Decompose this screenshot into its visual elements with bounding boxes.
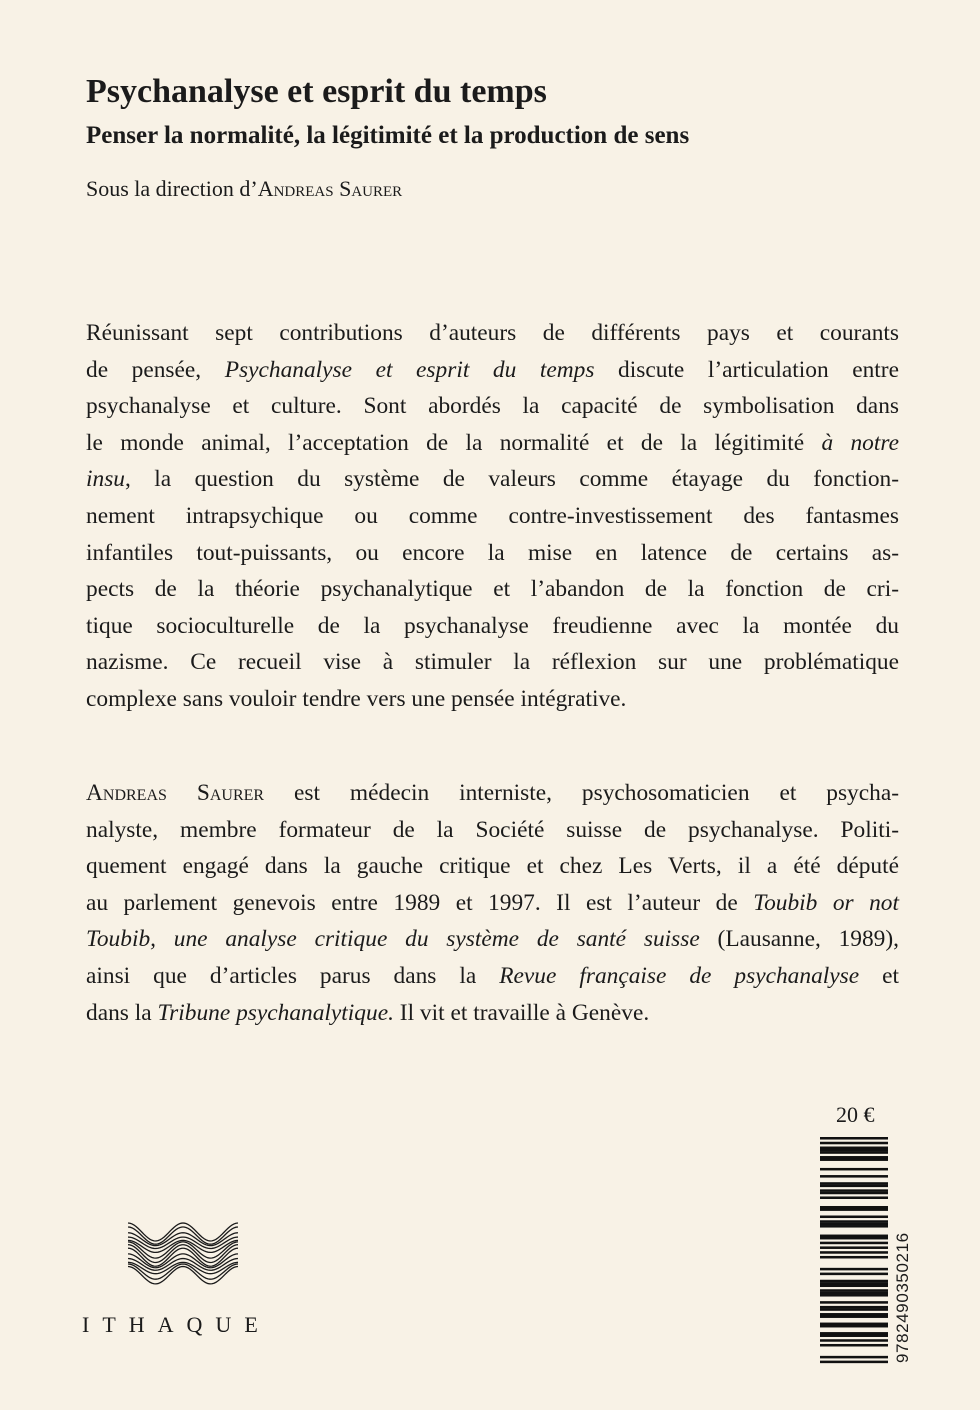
text-run: au parlement genevois entre 1989 et 1997. Il est l’auteur de (86, 889, 754, 916)
barcode-bar (820, 1168, 888, 1171)
text-run: le monde animal, l’acceptation de la normalité et de la légitimité (86, 429, 822, 456)
text-run: quement engagé dans la gauche critique et chez Les Verts, il a été député (86, 853, 899, 880)
barcode-bar (820, 1182, 888, 1185)
text-run: pects de la théorie psychanalytique et l’abandon de la fonction de cri- (86, 576, 899, 603)
text-line (86, 315, 899, 352)
barcode-bar (820, 1294, 888, 1297)
barcode-bar (820, 1361, 888, 1364)
text-line (86, 461, 899, 498)
price-label: 20 € (836, 1102, 875, 1127)
barcode-bar (820, 1256, 888, 1259)
author-bio-paragraph (86, 775, 899, 1031)
barcode-bar (820, 1237, 888, 1240)
isbn-barcode (820, 1135, 912, 1365)
barcode-bar (820, 1334, 888, 1337)
text-run: Toubib or not (753, 889, 900, 916)
text-run: tique socioculturelle de la psychanalyse freudienne avec la montée du (86, 612, 899, 639)
barcode-bar (820, 1185, 888, 1188)
text-line (86, 535, 899, 572)
text-run: infantiles tout-puissants, ou encore la mise en latence de certains as- (86, 539, 899, 566)
barcode-bar (820, 1323, 888, 1326)
text-line (86, 498, 899, 535)
text-line (86, 995, 899, 1032)
barcode-bar (820, 1158, 888, 1161)
text-line (86, 958, 899, 995)
barcode-bar (820, 1223, 888, 1226)
text-run: Il vit et travaille à Genève. (393, 999, 650, 1026)
text-run: ainsi que d’articles parus dans la (86, 962, 500, 989)
text-run: nement intrapsychique ou comme contre-investissement des fantasmes (86, 502, 899, 529)
barcode-bar (820, 1235, 888, 1238)
text-run: et (859, 962, 899, 989)
text-line (86, 571, 899, 608)
barcode-bar (820, 1332, 888, 1335)
text-line (86, 921, 899, 958)
barcode-bar (820, 1344, 888, 1347)
text-run: discute l’articulation entre (594, 356, 899, 383)
barcode-bar (820, 1175, 888, 1178)
text-run: Toubib, une analyse critique du système de santé suisse (86, 926, 700, 953)
book-subtitle: Penser la normalité, la légitimité et la production de sens (86, 122, 690, 149)
text-line (86, 352, 899, 389)
text-line (86, 812, 899, 849)
barcode-bar (820, 1325, 888, 1328)
barcode-bar (820, 1225, 888, 1228)
text-run: Andreas Saurer (86, 780, 265, 806)
barcode-bar (820, 1339, 888, 1342)
barcode-bar (820, 1192, 888, 1195)
isbn-number: 9782490350216 (893, 1232, 912, 1363)
text-run: nalyste, membre formateur de la Société suisse de psychanalyse. Politi- (86, 816, 899, 843)
book-title: Psychanalyse et esprit du temps (86, 73, 547, 110)
barcode-bar (820, 1206, 888, 1209)
text-line (86, 644, 899, 681)
barcode-bar (820, 1315, 888, 1318)
text-run: de pensée, (86, 356, 225, 383)
summary-paragraph (86, 315, 899, 718)
barcode-bar (820, 1356, 888, 1359)
barcode-bar (820, 1308, 888, 1311)
text-run: , la question du système de valeurs comme étayage du fonction- (125, 466, 899, 493)
barcode-bar (820, 1137, 888, 1140)
editor-prefix: Sous la direction d’ (86, 176, 258, 201)
text-line (86, 885, 899, 922)
text-run: dans la (86, 999, 158, 1026)
text-run: Psychanalyse et esprit du temps (224, 356, 595, 383)
barcode-bar (820, 1284, 888, 1287)
barcode-bar (820, 1216, 888, 1219)
barcode-bar (820, 1268, 888, 1271)
text-run: insu (86, 466, 125, 493)
text-run: (Lausanne, 1989), (699, 926, 900, 953)
barcode-bar (820, 1273, 888, 1276)
text-run: complexe sans vouloir tendre vers une pensée intégrative. (86, 685, 627, 712)
text-line (86, 388, 899, 425)
barcode-bar (820, 1208, 888, 1211)
text-line (86, 848, 899, 885)
editor-credit (86, 174, 402, 204)
editor-name: Andreas Saurer (257, 176, 403, 201)
barcode-bar (820, 1306, 888, 1309)
barcode-bar (820, 1242, 888, 1245)
barcode-bar (820, 1196, 888, 1199)
barcode-bar (820, 1246, 888, 1249)
text-line (86, 608, 899, 645)
barcode-bar (820, 1292, 888, 1295)
text-run: psychanalyse et culture. Sont abordés la capacité de symbolisation dans (86, 393, 899, 420)
barcode-bar (820, 1289, 888, 1292)
barcode-bar (820, 1142, 888, 1145)
text-run: Tribune psychanalytique. (157, 999, 394, 1026)
barcode-bar (820, 1156, 888, 1159)
publisher-name: ITHAQUE (82, 1312, 271, 1337)
barcode-bar (820, 1147, 888, 1150)
text-line (86, 775, 899, 812)
barcode-bar (820, 1151, 888, 1154)
barcode-bar (820, 1313, 888, 1316)
barcode-bar (820, 1149, 888, 1152)
barcode-bar (820, 1280, 888, 1283)
text-run: à notre (821, 429, 899, 456)
barcode-bar (820, 1301, 888, 1304)
text-run: nazisme. Ce recueil vise à stimuler la réflexion sur une problématique (86, 649, 899, 676)
barcode-bar (820, 1282, 888, 1285)
barcode-bar (820, 1189, 888, 1192)
ithaque-logo-icon (128, 1218, 238, 1304)
text-run: Revue française de psychanalyse (499, 962, 860, 989)
text-line (86, 681, 899, 718)
text-line (86, 425, 899, 462)
barcode-bar (820, 1251, 888, 1254)
barcode-bar (820, 1220, 888, 1223)
text-run: Réunissant sept contributions d’auteurs de différents pays et courants (86, 320, 899, 346)
text-run: est médecin interniste, psychosomaticien et psycha- (264, 780, 900, 806)
